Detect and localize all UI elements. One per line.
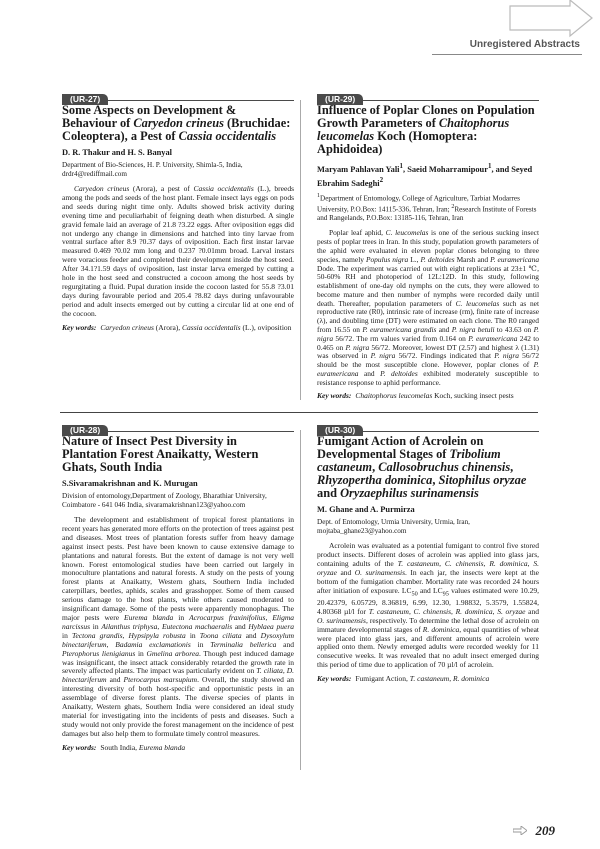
article-title: Nature of Insect Pest Diversity in Plantation Forest Anaikatty, Western Ghats, South India (62, 434, 259, 474)
article-keywords (317, 674, 539, 683)
column-divider (300, 430, 301, 770)
section-divider (60, 412, 538, 413)
article-authors: D. R. Thakur and H. S. Banyal (62, 148, 173, 157)
keywords-value: Caryedon crineus (Arora), Cassia occidentalis (L.), oviposition (100, 322, 292, 332)
article-tag-bar (317, 89, 539, 104)
article-affiliation: Dept. of Entomology, Urmia University, Urmia, Iran, mojtaba_ghane23@yahoo.com (317, 518, 470, 535)
keywords-label: Key words: (317, 674, 352, 684)
article-abstract: The development and establishment of tropical forest plantations in recent years has generated more efforts on the protection of trees against pest and diseases. Most trees of plantation forests suffer from heavy damage against insect pests. Pest have been known to cause extensive damage to plantations and natural forests. But the extent of damage is not very well known. Forest entomological studies have been carried out largely in monoculture plantations and natural forests. A study on the pests of young forest plants at Anaikatty, Western ghats, Southern India included caterpillars, beetles, aphids, scales and grasshopper. Some of them caused serious damage to the host plants, while others caused moderated to insignificant damage. Some of the pests were apparently monophagus. The major pests were Eurema blanda in Acrocarpus fraxinifolius, Eligma narcissus in Ailanthus triphysa, Eutectona machaeralis and Hyblaea puera in Tectona grandis, Hypsipyla robusta in Toona ciliata and Dysoxylum binectariferum, Badamia exclamationis in Terminalia bellerica and Pterophorus lienigianus in Gmelina arborea. Though pest induced damage was insignificant, the insect attack considerably retarded the growth rate in severely affected plants. The impact was particularly evident on T. ciliata, D. binectariferum and Pterocarpus marsupium. Overall, the study showed an interesting diversity of both host-specific and opportunistic pests in an assemblage of diverse forest plants. The diverse species of plants in Anaikatty, Western ghats, Southern India were considered an ideal study material for investigating into the incidents of pests and diseases. Such a study would not only provide the forest management on the incidence of pest damages but also help them to formulate timely control measures. (62, 515, 294, 738)
article-tag-bar (62, 420, 294, 435)
article-id-tag: (UR-28) (62, 425, 108, 436)
article-tag-bar (317, 420, 539, 435)
article-abstract: Caryedon crineus (Arora), a pest of Cassia occidentalis (L.), breeds among the pods and seeds of the host plant. Female insect lays eggs on pods and seeds during night time only. Adults showed brisk activity during evening time and peculiarhabit of feigning death when disturbed. A single gravid female laid an average of 21.8 ?3.22 eggs. After oviposition eggs did not undergo any change in dimensions and hatched into tiny larvae from ventral surface after 8.9 ?0.37 days of oviposition. Each first instar larvae measured 0.469 ?0.02 mm long and 0.237 ?0.01mm broad. Larval instars were voracious feeder and completed their development inside the host seed. After 34.1?1.59 days of oviposition, last instar larva emerged by cutting a hole in the host seed and constructed a cocoon among the host seeds by regurgitating a fluid. Pupal duration inside the cocoon lasted for 55.8 ?3.01 days during favourable period and 205.4 ?8.82 days during unfavourable period and adult insects emerged out by cutting a circular lid at one end of the cocoon. (62, 184, 294, 318)
article-id-tag: (UR-27) (62, 94, 108, 105)
article-abstract: Acrolein was evaluated as a potential fumigant to control five stored product insects. Different doses of acrolein was applied into glass jars, containing adults of the T. castaneum, C. chinensis, R. dominica, S. oryzae and O. surinamensis. In each jar, the insects were kept at the bottom of the fumigation chamber. Mortality rate was recorded 24 hours after initiation of exposure. $LC_{50}$ and $LC_{95}$ values estimated were 10.29, 20.42379, 6.05729, 8.36819, 6.99, 12.30, 1.98832, 5.3579, 1.55824, 4.80368 µl/l for T. castaneum, C. chinensis, R. dominica, S. oryzae and O. surinamensis, respectively. To determine the lethal dose of acrolein on immature developmental stages of R. dominica, equal quantities of wheat were placed into glass jars, and different amounts of acrolein were applied onto them. Newly emerged adults were recorded weekly for 11 consecutive weeks. It was revealed that no adult insect emerged during this period of time due to application of 70 µl/l of acrolein. (317, 541, 540, 670)
page-number: 209 (535, 823, 555, 838)
article-title: Influence of Poplar Clones on Population Growth Parameters of Chaitophorus leucomelas Koch (Homoptera: Aphidoidea) (317, 103, 535, 156)
corner-arrow-icon (492, 0, 600, 38)
article-abstract: Poplar leaf aphid, C. leucomelas is one of the serious sucking insect pests of poplar trees in Iran. In this study, population growth parameters of the aphid were evaluated in eleven poplar clones belonging to three species, namely Populus nigra L., P. deltoides Marsh and P. euramericana Dode. The experiment was carried out with eight replications at 23±1 ℃, 50-60% RH and photoperiod of 12L:12D. In this study, following establishment of one-day old nymphs on the cuts, they were allowed to become mature and then number of nymphs were recorded daily until death. Thereafter, population parameters of C. leucomelas such as net reproductive rate (R0), intrinsic rate of increase (rm), finite rate of increase (λ), and doubling time (DT) were estimated on each clone. The R0 ranged from 16.55 on P. euramericana grandis and P. nigra betuli to 43.63 on P. nigra 56/72. The rm values varied from 0.164 on P. euramericana 242 to 0.465 on P. nigra 56/72. Moreover, lowest DT (2.57) and highest λ (1.31) was observed in P. nigra 56/72. Findings indicated that P. nigra 56/72 should be the most susceptible clone. However, poplar clones of P. euramericana and P. deltoides exhibited moderately susceptible to resistance response to aphid performance. (317, 228, 540, 387)
column-divider (300, 100, 301, 400)
article-authors: S.Sivaramakrishnan and K. Murugan (62, 479, 198, 488)
article-keywords (317, 391, 539, 400)
article-authors: Maryam Pahlavan Yali$^1$, Saeid Moharramipour$^1$, and Seyed Ebrahim Sadeghi$^2$ (317, 162, 533, 188)
keywords-value: Fumigant Action, T. castaneum, R. dominica (355, 674, 490, 684)
article-ur-27 (62, 89, 294, 332)
article-affiliation: Department of Bio-Sciences, H. P. University, Shimla-5, India, drdr4@rediffmail.com (62, 161, 243, 178)
article-title: Some Aspects on Development & Behaviour of Caryedon crineus (Bruchidae: Coleoptera), a Pest of Cassia occidentalis (62, 103, 291, 143)
article-ur-28 (62, 420, 294, 752)
article-affiliation: $^1$Department of Entomology, College of Agriculture, Tarbiat Modarres University, P.O.Box: 14115-336, Tehran, Iran; $^2$Research Institute of Forests and Rangelands, P.O.Box: 13185-116, Tehran, Iran (317, 192, 537, 223)
article-ur-30 (317, 420, 539, 683)
article-title: Fumigant Action of Acrolein on Developmental Stages of Tribolium castaneum, Callosobruchus chinensis, Rhyzopertha dominica, Sitophilus oryzae and Oryzaephilus surinamensis (317, 434, 527, 500)
header-rule (432, 54, 582, 55)
keywords-value: South India, Eurema blanda (100, 742, 186, 752)
keywords-label: Key words: (62, 322, 97, 332)
page-arrow-icon (513, 826, 527, 835)
article-ur-29 (317, 89, 539, 400)
keywords-value: Chaitophorus leucomelas Koch, sucking insect pests (355, 391, 514, 401)
running-header: Unregistered Abstracts (469, 39, 580, 50)
keywords-label: Key words: (62, 742, 97, 752)
article-id-tag: (UR-29) (317, 94, 363, 105)
keywords-label: Key words: (317, 391, 352, 401)
article-keywords (62, 743, 294, 752)
article-authors: M. Ghane and A. Purmirza (317, 505, 415, 514)
article-affiliation: Division of entomology,Department of Zoology, Bharathiar University, Coimbatore - 641 046 India, sivaramakrishnan123@yahoo.com (62, 492, 267, 509)
article-keywords (62, 323, 294, 332)
article-id-tag: (UR-30) (317, 425, 363, 436)
article-tag-bar (62, 89, 294, 104)
